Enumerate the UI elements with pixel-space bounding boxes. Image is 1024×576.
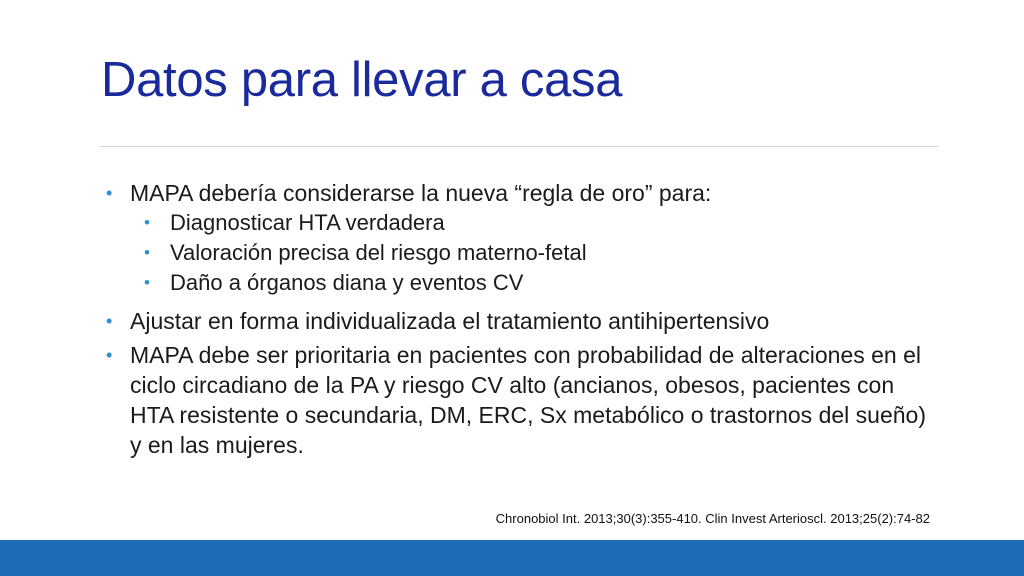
sub-bullet-text: Diagnosticar HTA verdadera xyxy=(170,210,445,235)
bullet-dot-icon: • xyxy=(106,311,113,331)
sub-bullet-dot-icon: • xyxy=(144,213,150,232)
sub-bullet-item xyxy=(106,268,936,298)
bullet-text: Ajustar en forma individualizada el tratamiento antihipertensivo xyxy=(130,308,770,334)
bullet-text: MAPA debe ser prioritaria en pacientes con probabilidad de alteraciones en el ciclo circadiano de la PA y riesgo CV alto (ancianos, obesos, pacientes con HTA resistente o secundaria, DM, ERC, Sx metabólico o trastornos del sueño) y en las mujeres. xyxy=(130,342,926,458)
bullet-item xyxy=(106,178,936,208)
slide-title: Datos para llevar a casa xyxy=(101,53,623,107)
sub-bullet-dot-icon: • xyxy=(144,273,150,292)
title-divider xyxy=(100,146,938,147)
citation: Chronobiol Int. 2013;30(3):355-410. Clin Invest Arterioscl. 2013;25(2):74-82 xyxy=(495,511,930,526)
bullet-list xyxy=(106,178,936,460)
sub-bullet-dot-icon: • xyxy=(144,243,150,262)
bullet-dot-icon: • xyxy=(106,345,113,365)
sub-bullet-text: Valoración precisa del riesgo materno-fetal xyxy=(170,240,587,265)
bullet-text: MAPA debería considerarse la nueva “regla de oro” para: xyxy=(130,180,712,206)
spacer xyxy=(106,298,936,306)
bullet-dot-icon: • xyxy=(106,183,113,203)
sub-bullet-item xyxy=(106,208,936,238)
sub-bullet-item xyxy=(106,238,936,268)
bullet-item xyxy=(106,340,936,460)
sub-bullet-text: Daño a órganos diana y eventos CV xyxy=(170,270,524,295)
bullet-item xyxy=(106,306,936,336)
footer-bar xyxy=(0,540,1024,576)
